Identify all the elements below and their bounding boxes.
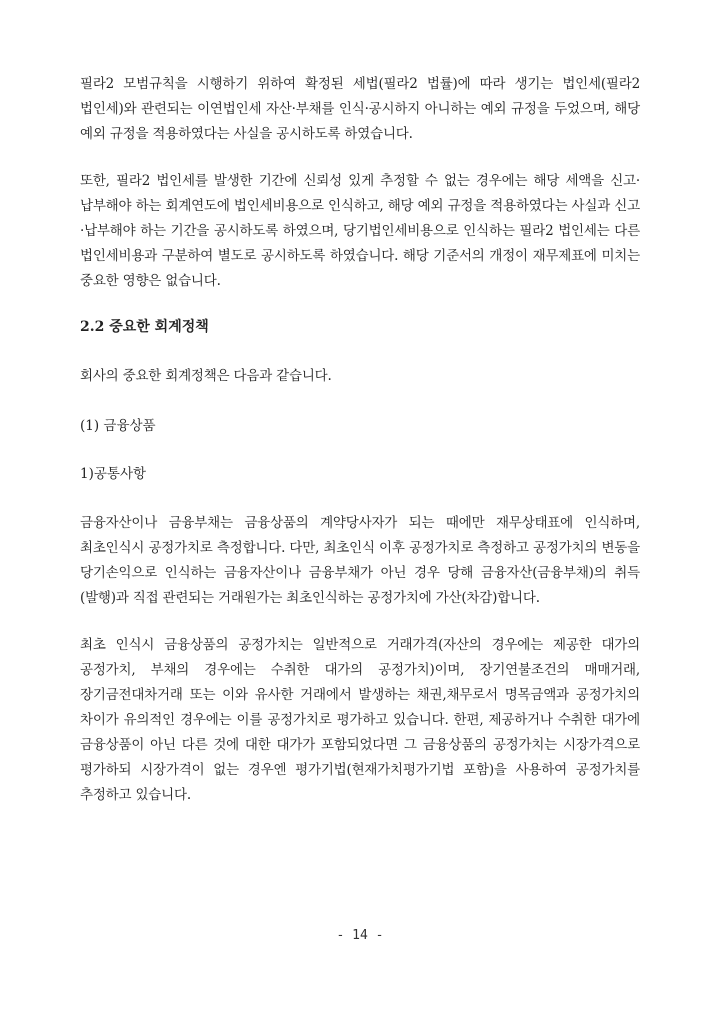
paragraph-fair-value: 최초 인식시 금융상품의 공정가치는 일반적으로 거래가격(자산의 경우에는 제공한 대가의 공정가치, 부채의 경우에는 수취한 대가의 공정가치)이며, 장기연불조건의 매매거래, 장기금전대차거래 또는 이와 유사한 거래에서 발생하는 채권,채무로서 명목금액과 공정가치의 차이가 유의적인 경우에는 이를 공정가치로 평가하고 있습니다. 한편, 제공하거나 수취한 대가에 금융상품이 아닌 다른 것에 대한 대가가 포함되었다면 그 금융상품의 공정가치는 시장가격으로 평가하되 시장가격이 없는 경우엔 평가기법(현재가치평가기법 포함)을 사용하여 공정가치를 추정하고 있습니다. bbox=[80, 637, 640, 803]
document-page bbox=[80, 72, 640, 808]
subsection-heading: (1) 금융상품 bbox=[80, 418, 156, 434]
paragraph-pillar2-exception: 필라2 모범규칙을 시행하기 위하여 확정된 세법(필라2 법률)에 따라 생기는 법인세(필라2 법인세)와 관련되는 이연법인세 자산·부채를 인식·공시하지 아니하는 예외 규정을 두었으며, 해당 예외 규정을 적용하였다는 사실을 공시하도록 하였습니다. bbox=[80, 76, 640, 142]
subsubsection-heading: 1)공통사항 bbox=[80, 466, 147, 482]
paragraph-intro: 회사의 중요한 회계정책은 다음과 같습니다. bbox=[80, 368, 332, 384]
section-heading: 2.2 중요한 회계정책 bbox=[80, 319, 209, 335]
page-number: - 14 - bbox=[336, 928, 384, 943]
paragraph-pillar2-tax-expense: 또한, 필라2 법인세를 발생한 기간에 신뢰성 있게 추정할 수 없는 경우에는 해당 세액을 신고·납부해야 하는 회계연도에 법인세비용으로 인식하고, 해당 예외 규정을 적용하였다는 사실과 신고·납부해야 하는 기간을 공시하도록 하였으며, 당기법인세비용으로 인식하는 필라2 법인세는 다른 법인세비용과 구분하여 별도로 공시하도록 하였습니다. 해당 기준서의 개정이 재무제표에 미치는 중요한 영향은 없습니다. bbox=[80, 173, 640, 289]
paragraph-initial-recognition: 금융자산이나 금융부채는 금융상품의 계약당사자가 되는 때에만 재무상태표에 인식하며, 최초인식시 공정가치로 측정합니다. 다만, 최초인식 이후 공정가치로 측정하고 공정가치의 변동을 당기손익으로 인식하는 금융자산이나 금융부채가 아닌 경우 당해 금융자산(금융부채)의 취득(발행)과 직접 관련되는 거래원가는 최초인식하는 공정가치에 가산(차감)합니다. bbox=[80, 515, 640, 606]
